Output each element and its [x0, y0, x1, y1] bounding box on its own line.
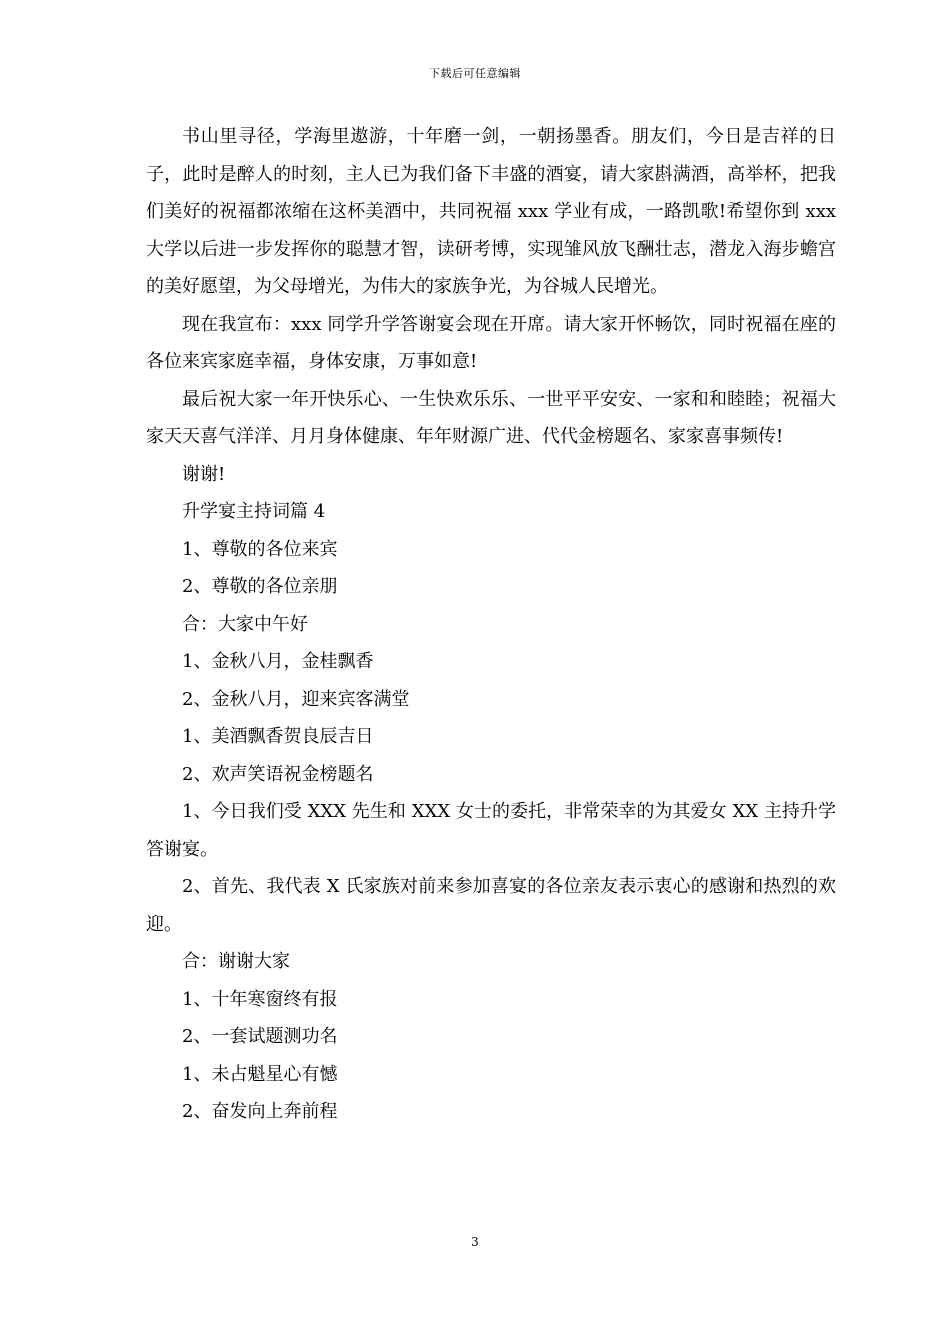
- page-number: 3: [471, 1235, 479, 1249]
- script-line: 1、未占魁星心有憾: [182, 1063, 338, 1085]
- section-heading: 升学宴主持词篇 4: [182, 501, 326, 522]
- paragraph: 谢谢!: [182, 463, 226, 485]
- script-line: 2、奋发向上奔前程: [182, 1101, 338, 1122]
- script-line: 2、尊敬的各位亲朋: [182, 576, 338, 597]
- script-line: 1、十年寒窗终有报: [182, 988, 338, 1010]
- script-line: 1、美酒飘香贺良辰吉日: [182, 726, 374, 747]
- paragraph: 最后祝大家一年开快乐心、一生快欢乐乐、一世平平安安、一家和和睦睦；祝福大家天天喜气洋洋、月月身体健康、年年财源广进、代代金榜题名、家家喜事频传!: [146, 388, 836, 447]
- paragraph: 书山里寻径，学海里遨游，十年磨一剑，一朝扬墨香。朋友们，今日是吉祥的日子，此时是醉人的时刻，主人已为我们备下丰盛的酒宴，请大家斟满酒，高举杯，把我们美好的祝福都浓缩在这杯美酒中，共同祝福 xxx 学业有成，一路凯歌!希望你到 xxx 大学以后进一步发挥你的聪慧才智，读研考博，实现雏风放飞酬壮志，潜龙入海步蟾宫的美好愿望，为父母增光，为伟大的家族争光，为谷城人民增光。: [146, 126, 836, 297]
- script-line: 2、欢声笑语祝金榜题名: [182, 763, 374, 785]
- script-line: 2、金秋八月，迎来宾客满堂: [182, 688, 410, 710]
- script-line: 1、尊敬的各位来宾: [182, 538, 338, 560]
- script-line: 2、首先、我代表 X 氏家族对前来参加喜宴的各位亲友表示衷心的感谢和热烈的欢迎。: [146, 876, 836, 935]
- script-line: 2、一套试题测功名: [182, 1026, 338, 1047]
- script-line: 1、今日我们受 XXX 先生和 XXX 女士的委托，非常荣幸的为其爱女 XX 主持升学答谢宴。: [146, 801, 836, 860]
- document-body: [146, 118, 836, 1131]
- script-line: 1、金秋八月，金桂飘香: [182, 651, 374, 672]
- paragraph: 现在我宣布：xxx 同学升学答谢宴会现在开席。请大家开怀畅饮，同时祝福在座的各位来宾家庭幸福，身体安康，万事如意!: [146, 313, 836, 372]
- script-line: 合：大家中午好: [182, 613, 308, 635]
- page-header: 下载后可任意编辑: [429, 67, 521, 80]
- script-line: 合：谢谢大家: [182, 951, 290, 972]
